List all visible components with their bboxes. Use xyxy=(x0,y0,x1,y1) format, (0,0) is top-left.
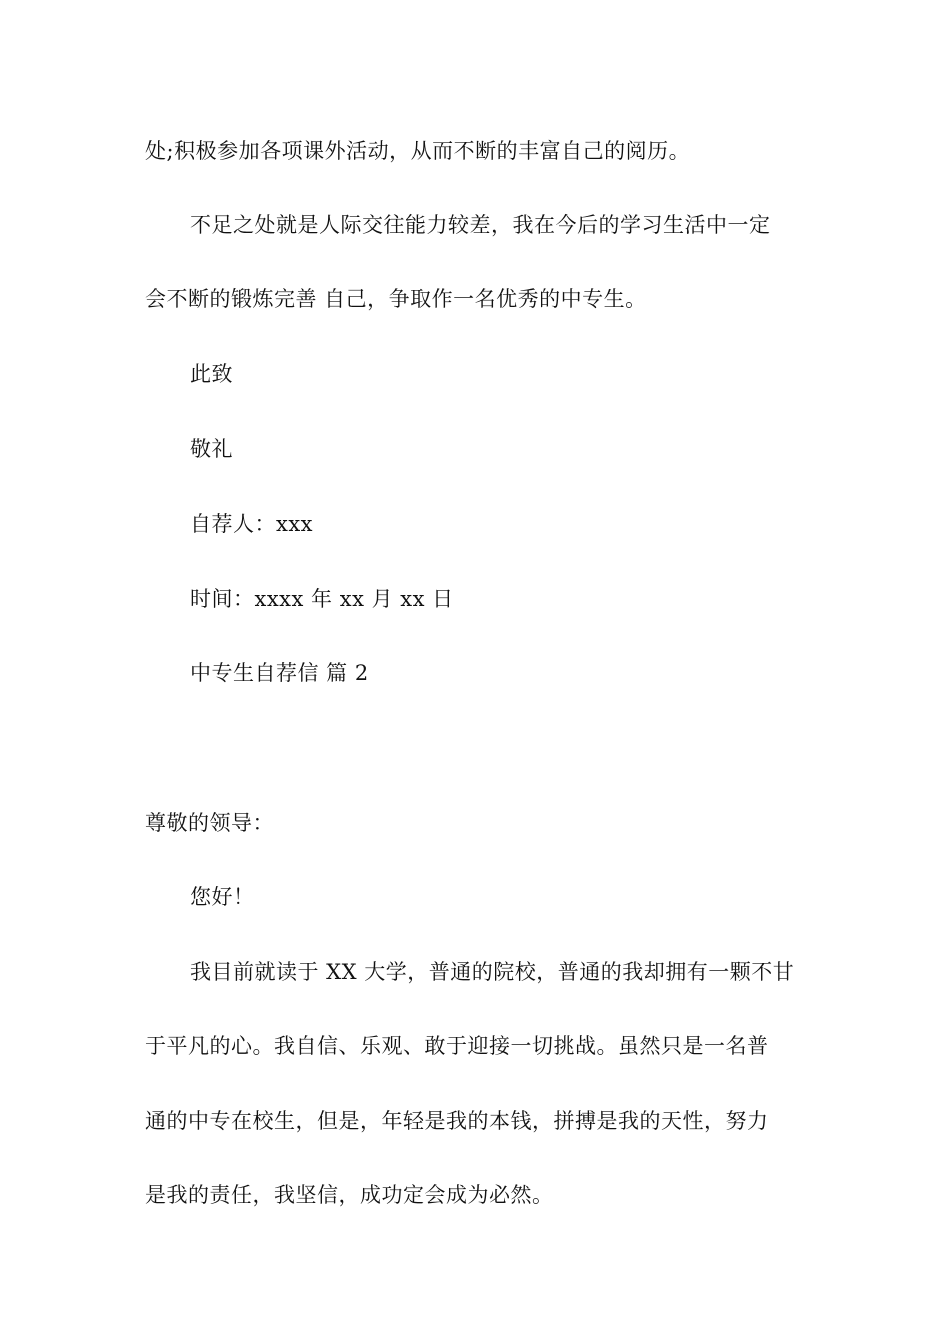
signature-line: 自荐人：xxx xyxy=(190,512,314,536)
closing-line: 敬礼 xyxy=(190,437,233,461)
salutation: 尊敬的领导： xyxy=(145,811,274,835)
section-title: 中专生自荐信 篇 2 xyxy=(190,661,369,685)
paragraph-line: 我目前就读于 XX 大学，普通的院校，普通的我却拥有一颗不甘 xyxy=(190,960,795,984)
closing-line: 此致 xyxy=(190,362,233,386)
paragraph-line: 不足之处就是人际交往能力较差，我在今后的学习生活中一定 xyxy=(190,213,771,237)
paragraph-line: 通的中专在校生，但是，年轻是我的本钱，拼搏是我的天性，努力 xyxy=(145,1109,769,1133)
paragraph-line: 于平凡的心。我自信、乐观、敢于迎接一切挑战。虽然只是一名普 xyxy=(145,1034,769,1058)
date-line: 时间：xxxx 年 xx 月 xx 日 xyxy=(190,587,454,611)
paragraph-line: 处;积极参加各项课外活动，从而不断的丰富自己的阅历。 xyxy=(145,139,691,163)
greeting: 您好！ xyxy=(190,885,255,909)
paragraph-line: 是我的责任，我坚信，成功定会成为必然。 xyxy=(145,1183,554,1207)
paragraph-line: 会不断的锻炼完善 自己，争取作一名优秀的中专生。 xyxy=(145,287,647,311)
